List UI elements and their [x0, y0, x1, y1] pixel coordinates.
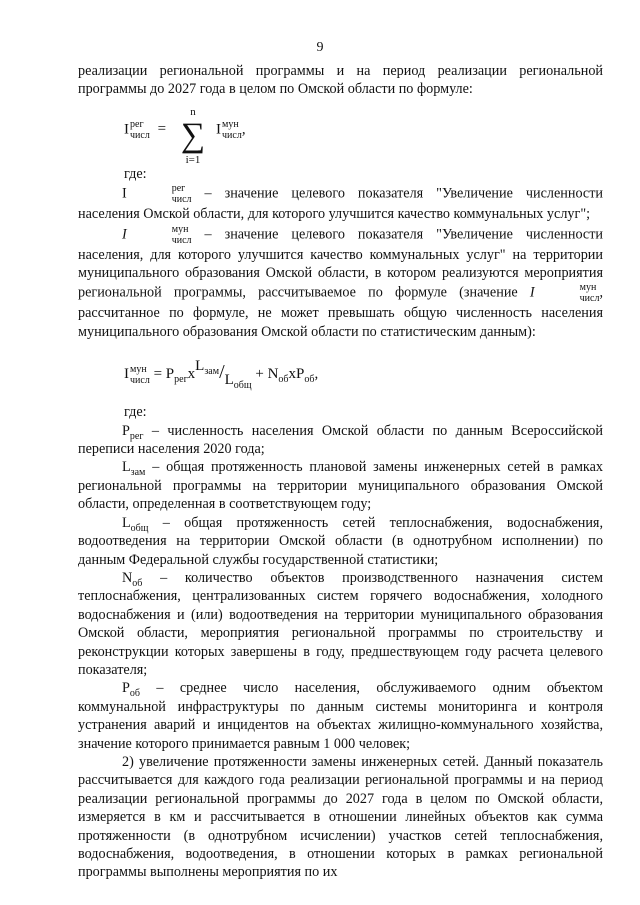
formula-tail: ,: [241, 121, 246, 138]
sum-symbol: ∑: [180, 117, 206, 155]
def-sub: числ: [171, 194, 192, 206]
definition-n-ob: [78, 569, 603, 679]
definition-l-zam: [78, 458, 603, 513]
definition-i-reg: [78, 183, 603, 223]
definition-p-reg: [78, 422, 603, 459]
where-label: где:: [124, 165, 147, 182]
formula-symbol: L: [224, 372, 234, 389]
formula-symbol: I: [124, 121, 129, 138]
def-sub: об: [129, 688, 140, 700]
formula-sub: об: [304, 374, 315, 386]
def-sup: мун: [579, 282, 597, 294]
formula-symbol: I: [124, 366, 129, 383]
formula-times: x: [187, 366, 196, 383]
def-symbol: P: [122, 680, 130, 697]
page-body: [78, 62, 603, 882]
sum-bottom: i=1: [185, 154, 201, 167]
formula-sup: мун: [222, 118, 239, 130]
def-text: – среднее число населения, обслуживаемого одним объектом коммунальной инфраструктуры по данным системы мониторинга и контроля устранения аварий и инцидентов на объектах жилищно-коммунального хозяйства, значение которого принимается равным 1 000 человек;: [78, 680, 603, 752]
formula-sub: числ: [130, 129, 150, 141]
sum-top: n: [190, 105, 196, 118]
formula-eq: =: [149, 366, 166, 383]
formula-sub: зам: [204, 366, 220, 378]
definition-l-obsh: [78, 514, 603, 569]
formula-slash: /: [219, 361, 225, 384]
formula-sub: общ: [233, 380, 252, 392]
def-sub: зам: [130, 467, 146, 479]
def-symbol: I: [122, 185, 127, 202]
def-sub: числ: [579, 293, 600, 305]
def-text: – численность населения Омской области по данным Всероссийской переписи населения 2020 года;: [78, 422, 603, 458]
def-text: – количество объектов производственного назначения систем теплоснабжения, централизованных систем горячего водоснабжения, холодного водоснабжения и (или) водоотведения на территории муниципального образования Омской области, мероприятия региональной программы по строительству и реконструкции которых завершены в году, предшествующем году расчета целевого показателя;: [78, 569, 603, 678]
def-symbol: P: [122, 422, 130, 439]
formula-symbol: P: [165, 366, 175, 383]
def-sub: об: [132, 577, 143, 589]
def-symbol: L: [122, 514, 131, 531]
def-sub: общ: [130, 522, 149, 534]
formula-regional: [124, 105, 603, 167]
def-sub: числ: [171, 234, 192, 246]
def-sub: рег: [129, 430, 144, 442]
formula-sub: числ: [222, 129, 242, 141]
def-symbol-inline: I: [529, 284, 535, 301]
def-symbol: N: [122, 569, 133, 586]
def-text: – значение целевого показателя "Увеличение численности населения, для которого улучшится качество коммунальных услуг" на территории муниципального образования Омской области, в котором реализуются мероприятия региональной программы, рассчитываемое по формуле (значение: [78, 225, 603, 301]
formula-sub: об: [278, 374, 289, 386]
formula-symbol: L: [195, 358, 205, 375]
definition-p-ob: [78, 679, 603, 753]
def-sup: рег: [171, 183, 186, 195]
def-text: – общая протяженность плановой замены инженерных сетей в рамках региональной программы на территории муниципального образования Омской области, определенная в соответствующем году;: [78, 459, 603, 513]
where-label: где:: [124, 404, 147, 421]
formula-symbol: I: [216, 121, 221, 138]
formula-symbol: N: [267, 366, 279, 383]
formula-sub: рег: [174, 374, 188, 386]
formula-eq: =: [157, 121, 167, 138]
page-number: 9: [316, 40, 324, 55]
intro-paragraph: реализации региональной программы и на период реализации региональной программы до 2027 года в целом по Омской области по формуле:: [78, 63, 603, 98]
formula-municipal: [124, 357, 603, 393]
definition-i-mun: [78, 224, 603, 342]
def-symbol: L: [122, 459, 131, 476]
item-2-paragraph: 2) увеличение протяженности замены инженерных сетей. Данный показатель рассчитывается для каждого года реализации региональной программы и на период реализации региональной программы до 2027 года в целом по Омской области, измеряется в км и рассчитывается в отношении линейных объектов как сумма протяженности (в однотрубном исчислении) участков сетей теплоснабжения, водоснабжения, водоотведения, в отношении которых в рамках региональной программы выполнены мероприятия по их: [78, 753, 603, 881]
formula-plus: +: [251, 366, 268, 383]
formula-sup: мун: [130, 363, 147, 375]
sum-sign: [174, 103, 212, 170]
def-text: – общая протяженность сетей теплоснабжения, водоснабжения, водоотведения на территории Омской области (в однотрубном исполнении) по данным Федеральной службы государственной статистики;: [78, 514, 603, 568]
def-text: – значение целевого показателя "Увеличение численности населения Омской области, для которого улучшится качество коммунальных услуг";: [78, 185, 603, 223]
formula-symbol: P: [296, 366, 305, 383]
def-text: , рассчитанное по формуле, не может превышать общую численность населения муниципального образования Омской области по статистическим данным):: [78, 284, 603, 340]
def-sup: мун: [171, 223, 189, 235]
formula-times: x: [288, 366, 296, 383]
formula-tail: ,: [314, 366, 319, 383]
formula-sub: числ: [130, 374, 150, 386]
def-symbol: I: [122, 225, 127, 242]
formula-sup: рег: [130, 118, 144, 130]
